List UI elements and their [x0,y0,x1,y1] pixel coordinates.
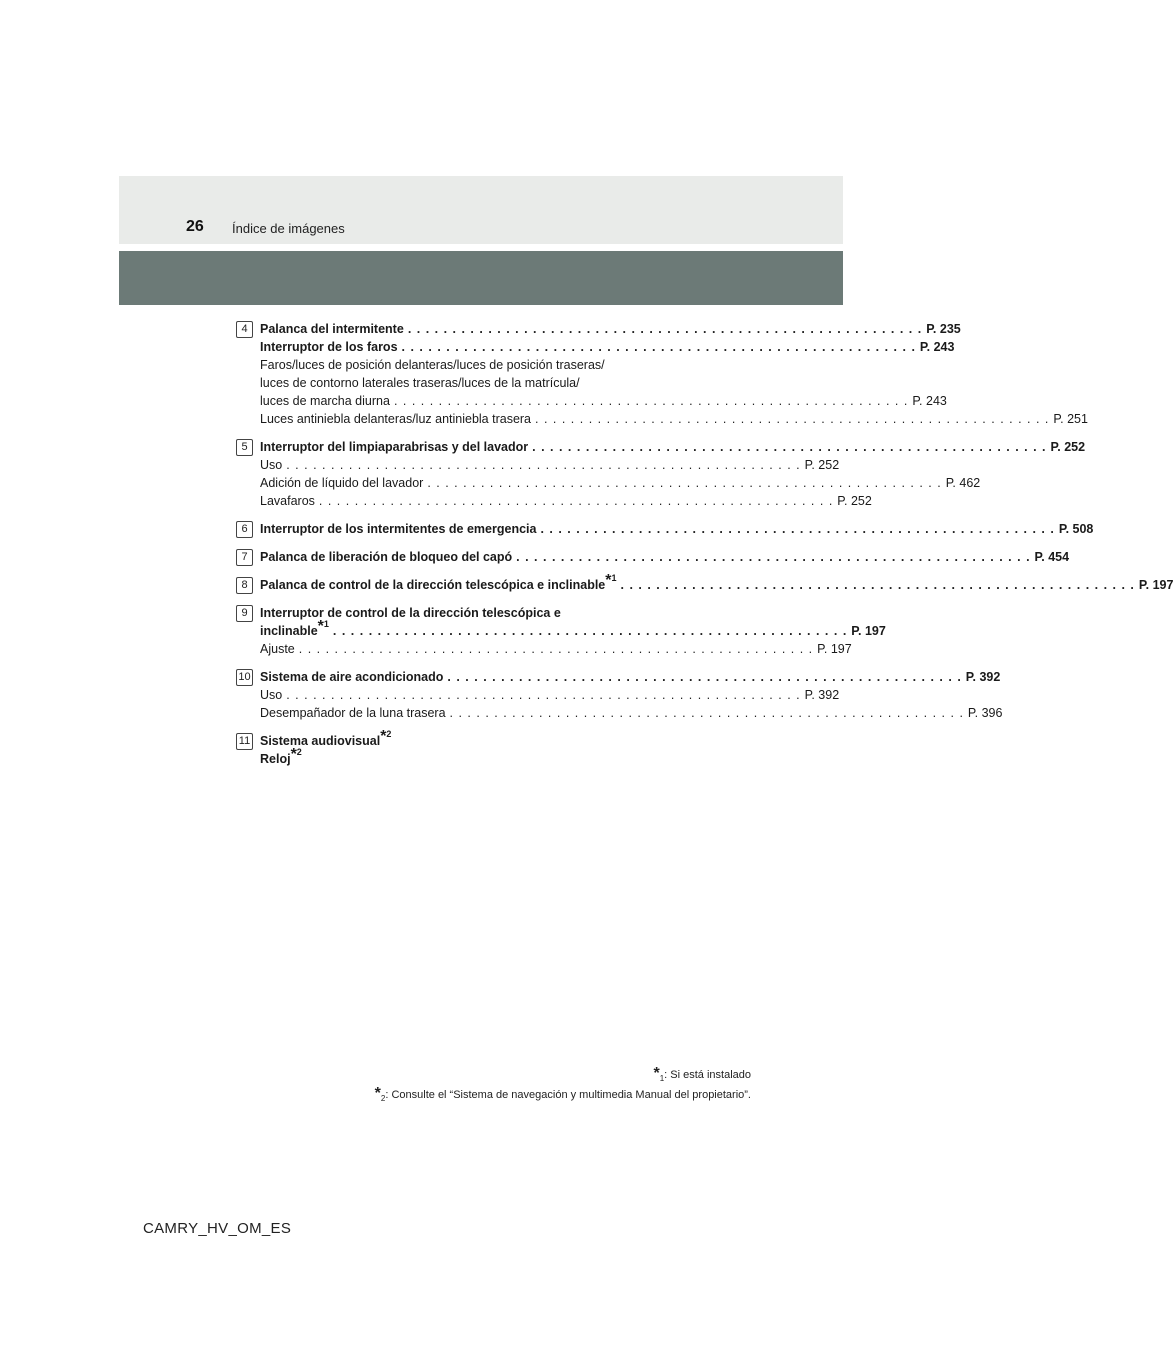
dot-leader: . . . . . . . . . . . . . . . . . . . . . . . . . . . . . . . . . . . . . . . . . . . . . . . . . . . . . . . . . . [535,412,1050,426]
footnotes [375,1066,751,1106]
index-line [260,410,1088,428]
index-line-label: Ajuste [260,642,295,656]
index-line [260,456,840,474]
entry-number-badge: 6 [236,521,253,538]
page-reference: P. 454 [1034,550,1070,564]
dot-leader: . . . . . . . . . . . . . . . . . . . . . . . . . . . . . . . . . . . . . . . . . . . . . . . . . . . . . . . . . . [332,624,848,638]
entry-number-badge: 10 [236,669,253,686]
entry-7 [236,548,1070,566]
index-line-label: Interruptor de control de la dirección telescópica e [260,606,561,620]
index-line-label: Adición de líquido del lavador [260,476,424,490]
index-line-label: Uso [260,458,283,472]
page-reference: P. 392 [804,688,840,702]
index-line [260,520,1094,538]
index-line-label: inclinable [260,624,318,638]
page-reference: P. 392 [965,670,1001,684]
index-line-label: Lavafaros [260,494,315,508]
index-line-text [260,376,580,390]
page-reference: P. 252 [804,458,840,472]
page-reference: P. 243 [912,394,947,408]
index-line [260,728,724,750]
index-line-text [260,410,531,428]
footnote-marker-number: 1 [323,619,329,629]
dot-leader: . . . . . . . . . . . . . . . . . . . . . . . . . . . . . . . . . . . . . . . . . . . . . . . . . . . . . . . . . . [620,578,1135,592]
index-line-label: Luces antiniebla delanteras/luz antiniebla trasera [260,412,532,426]
index-line-text [260,358,605,372]
index-line [260,492,872,510]
page-reference: P. 197 [1138,578,1173,592]
dot-leader: . . . . . . . . . . . . . . . . . . . . . . . . . . . . . . . . . . . . . . . . . . . . . . . . . . . . . . . . . . [393,394,909,408]
footnote [375,1086,751,1106]
index-line-text [260,392,390,410]
index-line-text [260,604,561,622]
index-line-text [260,668,443,686]
index-line-label: Palanca de liberación de bloqueo del capó [260,550,513,564]
entry-8 [236,572,1173,594]
page-number: 26 [186,218,204,235]
index-line-label: luces de contorno laterales traseras/luces de la matrícula/ [260,376,580,390]
footnote-marker: *1 [605,572,617,589]
page-reference: P. 462 [945,476,981,490]
index-line-text [260,746,302,768]
header-bar [119,251,843,305]
index-line-label: Palanca del intermitente [260,322,404,336]
index-line [260,338,955,356]
index-line [260,572,1173,594]
index-line-label: Palanca de control de la dirección telescópica e inclinable [260,578,606,592]
section-title: Índice de imágenes [232,221,345,236]
page-reference: P. 396 [967,706,1003,720]
index-line-text [260,474,423,492]
dot-leader: . . . . . . . . . . . . . . . . . . . . . . . . . . . . . . . . . . . . . . . . . . . . . . . . . . . . . . . . . . [516,550,1031,564]
dot-leader: . . . . . . . . . . . . . . . . . . . . . . . . . . . . . . . . . . . . . . . . . . . . . . . . . . . . . . . . . . [401,340,916,354]
footnote-marker: *2 [380,728,392,745]
document-code: CAMRY_HV_OM_ES [143,1220,292,1237]
dot-leader: . . . . . . . . . . . . . . . . . . . . . . . . . . . . . . . . . . . . . . . . . . . . . . . . . . . . . . . . . . [407,322,923,336]
footnote-number: 2 [380,1094,386,1104]
index-line-text [260,686,282,704]
entry-number-badge: 9 [236,605,253,622]
footnote-star: * [653,1065,660,1082]
index-line-label: Faros/luces de posición delanteras/luces de posición traseras/ [260,358,605,372]
page-reference: P. 197 [817,642,852,656]
index-line-label: Interruptor de los faros [260,340,398,354]
dot-leader: . . . . . . . . . . . . . . . . . . . . . . . . . . . . . . . . . . . . . . . . . . . . . . . . . . . . . . . . . . [532,440,1047,454]
dot-leader: . . . . . . . . . . . . . . . . . . . . . . . . . . . . . . . . . . . . . . . . . . . . . . . . . . . . . . . . . . [286,458,801,472]
index-line [260,604,724,622]
index-line [260,548,1070,566]
page-reference: P. 197 [851,624,886,638]
index-line-label: Interruptor del limpiaparabrisas y del lavador [260,440,529,454]
footnote-text: : Consulte el “Sistema de navegación y multimedia Manual del propietario”. [385,1089,751,1102]
footnote-marker-number: 2 [386,729,392,739]
index-line-text [260,492,315,510]
index-line-label: Sistema de aire acondicionado [260,670,444,684]
entry-10 [236,668,1003,722]
index-line [260,746,724,768]
index-line [260,320,961,338]
index-line [260,668,1001,686]
dot-leader: . . . . . . . . . . . . . . . . . . . . . . . . . . . . . . . . . . . . . . . . . . . . . . . . . . . . . . . . . . [427,476,942,490]
page-reference: P. 252 [1050,440,1086,454]
index-line-label: Sistema audiovisual [260,734,381,748]
footnote-number: 1 [659,1074,665,1084]
page-reference: P. 252 [837,494,872,508]
footnote-text: : Si está instalado [664,1069,751,1081]
footnote-marker: *2 [290,746,302,763]
index-line-label: Uso [260,688,283,702]
index-line-text [260,618,329,640]
entry-number-badge: 8 [236,577,253,594]
footnote [375,1066,751,1086]
dot-leader: . . . . . . . . . . . . . . . . . . . . . . . . . . . . . . . . . . . . . . . . . . . . . . . . . . . . . . . . . . [286,688,801,702]
index-line-label: Desempañador de la luna trasera [260,706,446,720]
entry-number-badge: 11 [236,733,253,750]
index-line-text [260,338,398,356]
dot-leader: . . . . . . . . . . . . . . . . . . . . . . . . . . . . . . . . . . . . . . . . . . . . . . . . . . . . . . . . . . [449,706,964,720]
dot-leader: . . . . . . . . . . . . . . . . . . . . . . . . . . . . . . . . . . . . . . . . . . . . . . . . . . . . . . . . . . [540,522,1055,536]
page-reference: P. 251 [1053,412,1088,426]
index-line-text [260,640,295,658]
dot-leader: . . . . . . . . . . . . . . . . . . . . . . . . . . . . . . . . . . . . . . . . . . . . . . . . . . . . . . . . . . [447,670,962,684]
header-band [119,176,843,244]
index-line [260,438,1086,456]
index-line [260,392,947,410]
footnote-star: * [374,1085,381,1103]
entry-11 [236,728,724,768]
entry-number-badge: 4 [236,321,253,338]
index-line-text [260,728,392,750]
dot-leader: . . . . . . . . . . . . . . . . . . . . . . . . . . . . . . . . . . . . . . . . . . . . . . . . . . . . . . . . . . [298,642,814,656]
index-line [260,474,981,492]
index-line-label: Reloj [260,752,291,766]
entry-number-badge: 7 [236,549,253,566]
dot-leader: . . . . . . . . . . . . . . . . . . . . . . . . . . . . . . . . . . . . . . . . . . . . . . . . . . . . . . . . . . [318,494,834,508]
index-line [260,618,886,640]
index-line-text [260,704,446,722]
index-line-text [260,456,282,474]
entry-4 [236,320,1088,428]
index-line-text [260,520,536,538]
entry-number-badge: 5 [236,439,253,456]
index-line-label: Interruptor de los intermitentes de emergencia [260,522,537,536]
entry-9 [236,604,886,658]
entry-6 [236,520,1094,538]
index-line [260,356,724,374]
footnote-marker: *1 [317,618,329,635]
page-reference: P. 508 [1058,522,1094,536]
entry-5 [236,438,1086,510]
page-reference: P. 243 [919,340,955,354]
page-reference: P. 235 [926,322,961,336]
index-line-text [260,572,617,594]
entry-list [236,320,1173,778]
index-line [260,640,852,658]
index-line-text [260,320,404,338]
index-line [260,374,724,392]
index-line [260,686,840,704]
index-line-text [260,438,528,456]
footnote-marker-number: 2 [296,747,302,757]
index-line-label: luces de marcha diurna [260,394,390,408]
index-line [260,704,1003,722]
footnote-marker-number: 1 [611,573,617,583]
index-line-text [260,548,512,566]
